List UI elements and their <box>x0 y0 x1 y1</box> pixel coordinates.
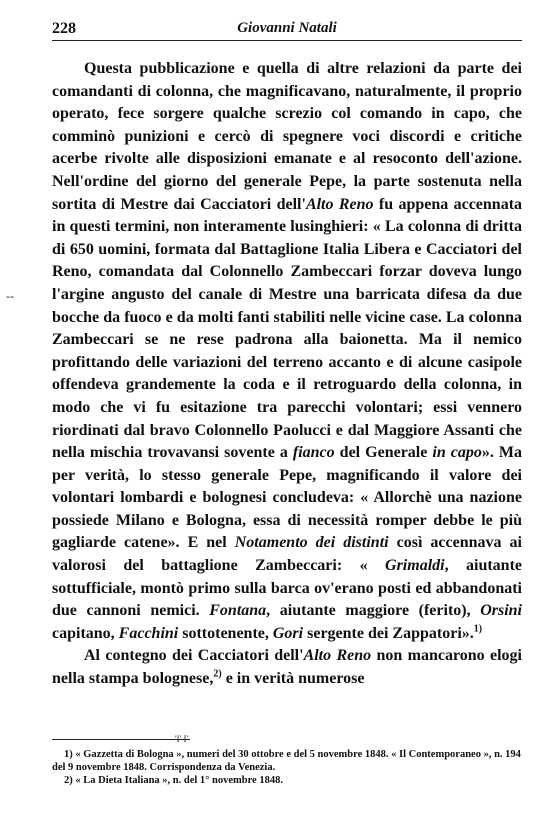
paragraph-2 <box>52 645 522 690</box>
italic-run: Fontana <box>209 602 267 620</box>
text-run: sottotenente, <box>178 624 273 642</box>
text-run: , aiutante sottufficiale, montò primo sulla barca ov'erano posti ed abbandonati due cannoni nemici. <box>52 557 522 620</box>
text-run: fu appena accennata in questi termini, non interamente lusinghieri: « La colonna di dritta di 650 uomini, formata dal Battaglione Italia Libera e Cacciatori del Reno, comandata dal Colonnello Zambeccari forzar doveva lungo l'argine angusto del canale di Mestre una barricata difesa da due bocche da fuoco e da molti fanti stabiliti nelle vicine case. La colonna Zambeccari se ne rese padrona alla baionetta. Ma il nemico profittando delle variazioni del terreno accanto e di alcune casipole offendeva grandemente la coda e il retroguardo della colonna, in modo che vi fu esitazione tra parecchi volontari; essi vennero riordinati dal bravo Colonnello Paolucci e dal Maggiore Assanti che nella mischia trovavansi sovente a <box>52 195 523 462</box>
footnote-divider <box>52 739 190 740</box>
italic-run: Alto Reno <box>305 195 374 213</box>
footnote-1 <box>52 748 522 774</box>
text-run: capitano, <box>52 624 119 642</box>
italic-run: Alto Reno <box>303 647 372 665</box>
text-run: ». Ma per verità, lo stesso generale Pepe, magnificando il valore dei volontari lombardi e bolognesi concludeva: « Allorchè una nazione possiede Milano e Bologna, essa di necessità romper debbe le più gagliarde catene». E nel <box>52 444 522 552</box>
footnote-2 <box>52 774 522 787</box>
margin-mark: -- <box>6 289 14 303</box>
page <box>52 18 522 787</box>
italic-run: in capo <box>432 444 482 462</box>
footnotes <box>52 748 522 787</box>
footnote-ref-1[interactable]: 1) <box>473 623 483 635</box>
text-run: non mancarono elogi nella stampa bolognese, <box>52 647 522 688</box>
text-run: così accennava ai valorosi del battaglione Zambeccari: « <box>52 534 522 575</box>
text-run: , aiutante maggiore (ferito), <box>266 602 481 620</box>
footnote-ref-2[interactable]: 2) <box>213 668 222 680</box>
footnote-text: « Gazzetta di Bologna », numeri del 30 ottobre e del 5 novembre 1848. « Il Contemporaneo », n. 194 del 9 novembre 1848. Corrispondenza da Venezia. <box>52 748 521 773</box>
text-run: Al contegno dei Cacciatori dell' <box>84 647 304 665</box>
text-run: Questa pubblicazione e quella di altre relazioni da parte dei comandanti di colonna, che magnificavano, naturalmente, il proprio operato, fece sorgere qualche screzio col comando in capo, che comminò punizioni e cercò di spegnere voci discordi e critiche acerbe rivolte alle disposizioni emanate e al resoconto dell'azione. Nell'ordine del giorno del generale Pepe, la parte sostenuta nella sortita di Mestre dai Cacciatori dell' <box>52 60 522 213</box>
italic-run: Gori <box>272 624 304 642</box>
footnote-marker: 2) <box>64 774 73 786</box>
italic-run: fianco <box>292 444 335 462</box>
body-text <box>52 58 522 691</box>
rule-mark: 'I' I' <box>175 734 189 744</box>
paragraph-1 <box>52 58 522 645</box>
italic-run: Orsini <box>480 602 522 620</box>
footnote-text: « La Dieta Italiana », n. del 1° novembre 1848. <box>72 774 283 786</box>
italic-run: Grimaldi <box>385 557 445 575</box>
footnote-marker: 1) <box>64 748 73 760</box>
text-run: e in verità numerose <box>221 670 365 688</box>
running-title: Giovanni Natali <box>237 20 337 36</box>
text-run: del Generale <box>334 444 433 462</box>
text-run: sergente dei Zappatori». <box>303 624 474 642</box>
page-header <box>52 18 522 41</box>
italic-run: Facchini <box>118 624 179 642</box>
italic-run: Notamento dei distinti <box>234 534 389 552</box>
page-number: 228 <box>52 20 76 37</box>
